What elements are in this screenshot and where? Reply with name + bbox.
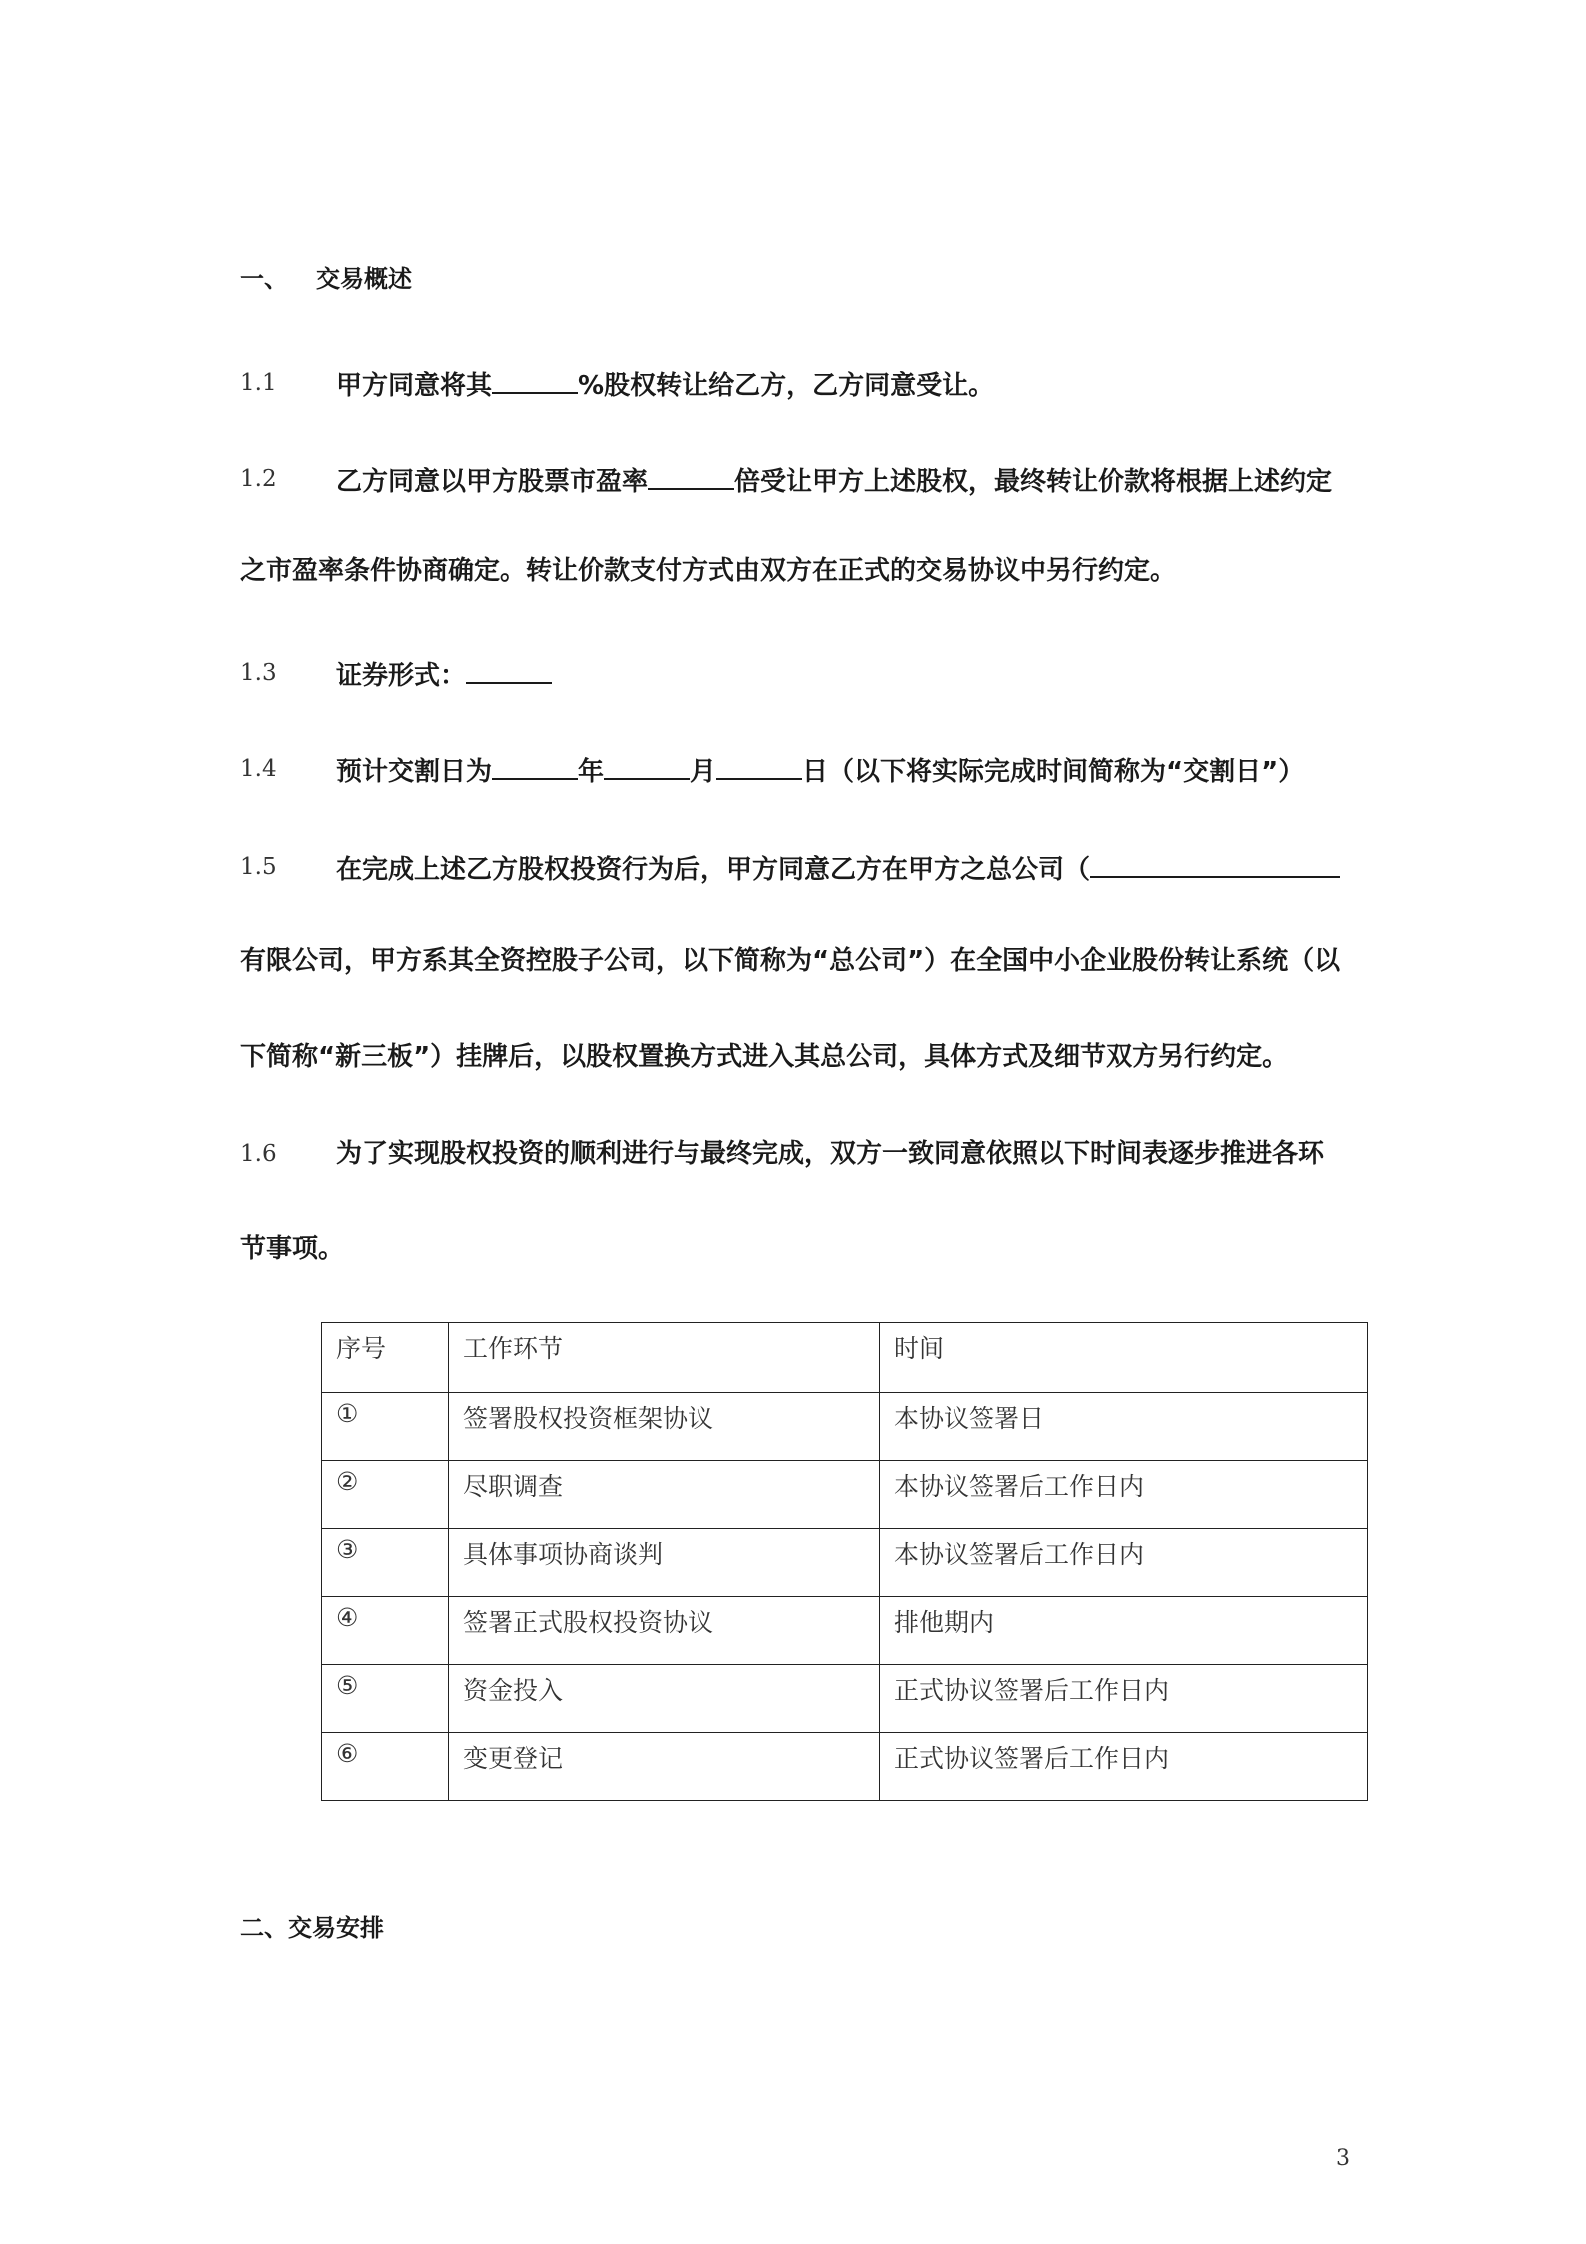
blank-line [716,752,802,780]
header-cell: 序号 [322,1323,449,1393]
clause-number: 1.3 [240,660,277,686]
page-number: 3 [1336,2146,1350,2171]
clause-text: 在完成上述乙方股权投资行为后，甲方同意乙方在甲方之总公司（ [336,850,1340,887]
table-cell: 签署正式股权投资协议 [449,1597,880,1665]
document-page: 一、 交易概述 1.1 甲方同意将其 %股权转让给乙方，乙方同意受让。 1.2 乙方同意以甲方股票市盈率 倍受让甲方上述股权，最终转让价款将根据上述约定 之市盈率条件协商确定。转让价款支付方式由双方在正式的交易协议中另行约定。 1.3 证券形式： 1.4 预计交割日为 年 月 日（以下将实际完成时间简称为“交割日”） 1.5 在完成上述乙方股权投资行为后，甲方同意乙方在甲方之总公司（ 有限公司，甲方系其全资控股子公司，以下简称为“总公司”）在全国中小企业股份转让系统（以 下简称“新三板”）挂牌后，以股权置换方式进入其总公司，具体方式及细节双方另行约定。 1.6 为了实现股权投资的顺利进行与最终完成，双方一致同意依照以下时间表逐步推进各环 节事项。 序号 工作环节 时间 ① 签署股权投资框架协议 本协议签署日 ② 尽职调查 本协议签署后工作日内 ③ 具体事项协商谈判 本协议签署后工作日内 ④ 签署正式股权投资协议 排他期内 ⑤ 资金投入 正式协议签署后工作日内 ⑥ 变更登记 正式协议签署后工作日内 二、交易安排 3 [0,0,1586,2244]
section-2-title: 二、交易安排 [240,1914,384,1942]
clause-number: 1.6 [240,1141,277,1167]
header-cell: 工作环节 [449,1323,880,1393]
table-cell: ① [322,1393,449,1461]
table-row [322,1733,1368,1801]
table-cell: 本协议签署后工作日内 [880,1461,1368,1529]
clause-number: 1.5 [240,854,277,880]
schedule-table [321,1322,1368,1801]
table-cell: 资金投入 [449,1665,880,1733]
blank-line [1090,850,1340,878]
table-row [322,1597,1368,1665]
header-cell: 时间 [880,1323,1368,1393]
table-cell: 尽职调查 [449,1461,880,1529]
section-1-title: 交易概述 [316,265,412,293]
clause-text: 预计交割日为 年 月 日（以下将实际完成时间简称为“交割日”） [336,752,1304,789]
table-cell: 本协议签署后工作日内 [880,1529,1368,1597]
table-cell: ③ [322,1529,449,1597]
clause-number: 1.2 [240,466,277,492]
table-cell: ⑥ [322,1733,449,1801]
section-1-number: 一、 [240,265,288,293]
table-cell: ⑤ [322,1665,449,1733]
table-cell: 正式协议签署后工作日内 [880,1665,1368,1733]
table-row [322,1393,1368,1461]
table-cell: 变更登记 [449,1733,880,1801]
table-cell: 具体事项协商谈判 [449,1529,880,1597]
table-cell: 本协议签署日 [880,1393,1368,1461]
clause-text: 乙方同意以甲方股票市盈率 倍受让甲方上述股权，最终转让价款将根据上述约定 [336,462,1332,499]
blank-line [466,656,552,684]
clause-number: 1.1 [240,370,277,396]
table-cell: 正式协议签署后工作日内 [880,1733,1368,1801]
table-row [322,1665,1368,1733]
table-header-row [322,1323,1368,1393]
table-cell: 排他期内 [880,1597,1368,1665]
table-cell: ④ [322,1597,449,1665]
table-row [322,1529,1368,1597]
clause-text: 甲方同意将其 %股权转让给乙方，乙方同意受让。 [336,366,994,403]
clause-text: 证券形式： [336,656,552,693]
blank-line [604,752,690,780]
blank-line [492,752,578,780]
clause-text: 为了实现股权投资的顺利进行与最终完成，双方一致同意依照以下时间表逐步推进各环 [336,1139,1325,1169]
blank-line [648,462,734,490]
table-cell: ② [322,1461,449,1529]
blank-line [492,366,578,394]
table-row [322,1461,1368,1529]
table-cell: 签署股权投资框架协议 [449,1393,880,1461]
clause-number: 1.4 [240,756,277,782]
